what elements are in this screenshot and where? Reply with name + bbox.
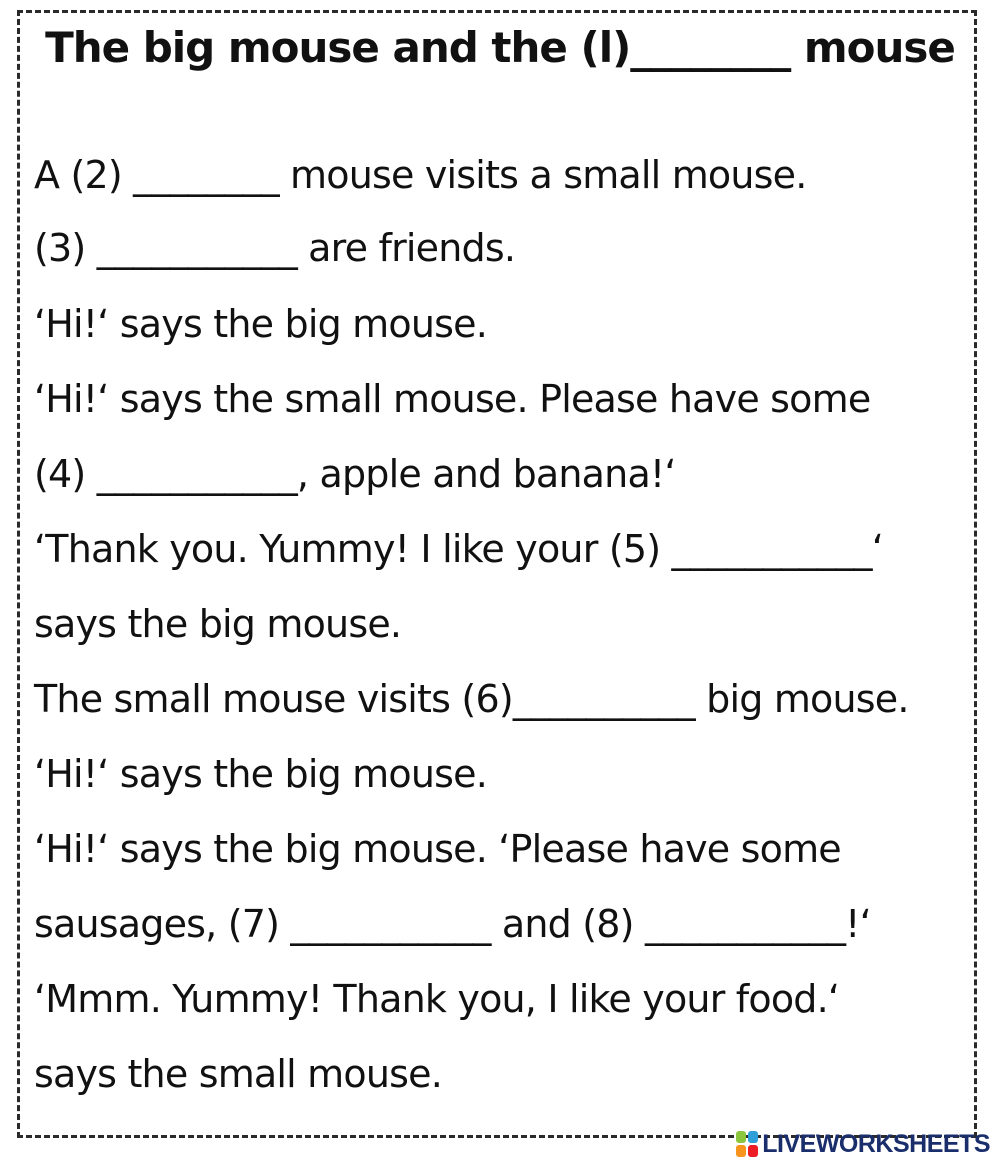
- story-line-6: ‘Thank you. Yummy! I like your (5) ___________‘: [34, 527, 883, 571]
- story-line-5: (4) ___________, apple and banana!‘: [34, 452, 676, 496]
- story-line-9: ‘Hi!‘ says the big mouse.: [34, 752, 487, 796]
- story-line-2: (3) ___________ are friends.: [34, 226, 516, 270]
- story-line-8: The small mouse visits (6)__________ big mouse.: [34, 677, 909, 721]
- story-line-11: sausages, (7) ___________ and (8) ___________!‘: [34, 902, 871, 946]
- watermark-text: LIVEWORKSHEETS: [762, 1129, 990, 1158]
- story-line-4: ‘Hi!‘ says the small mouse. Please have some: [34, 377, 871, 421]
- worksheet-title: The big mouse and the (l)________ mouse: [45, 23, 955, 72]
- liveworksheets-logo-icon: [736, 1131, 758, 1157]
- story-line-7: says the big mouse.: [34, 602, 402, 646]
- story-line-3: ‘Hi!‘ says the big mouse.: [34, 302, 487, 346]
- liveworksheets-watermark: [736, 1126, 990, 1162]
- story-line-13: says the small mouse.: [34, 1052, 442, 1096]
- story-line-1: A (2) ________ mouse visits a small mouse.: [34, 153, 807, 197]
- story-line-10: ‘Hi!‘ says the big mouse. ‘Please have some: [34, 827, 841, 871]
- story-line-12: ‘Mmm. Yummy! Thank you, I like your food.‘: [34, 977, 840, 1021]
